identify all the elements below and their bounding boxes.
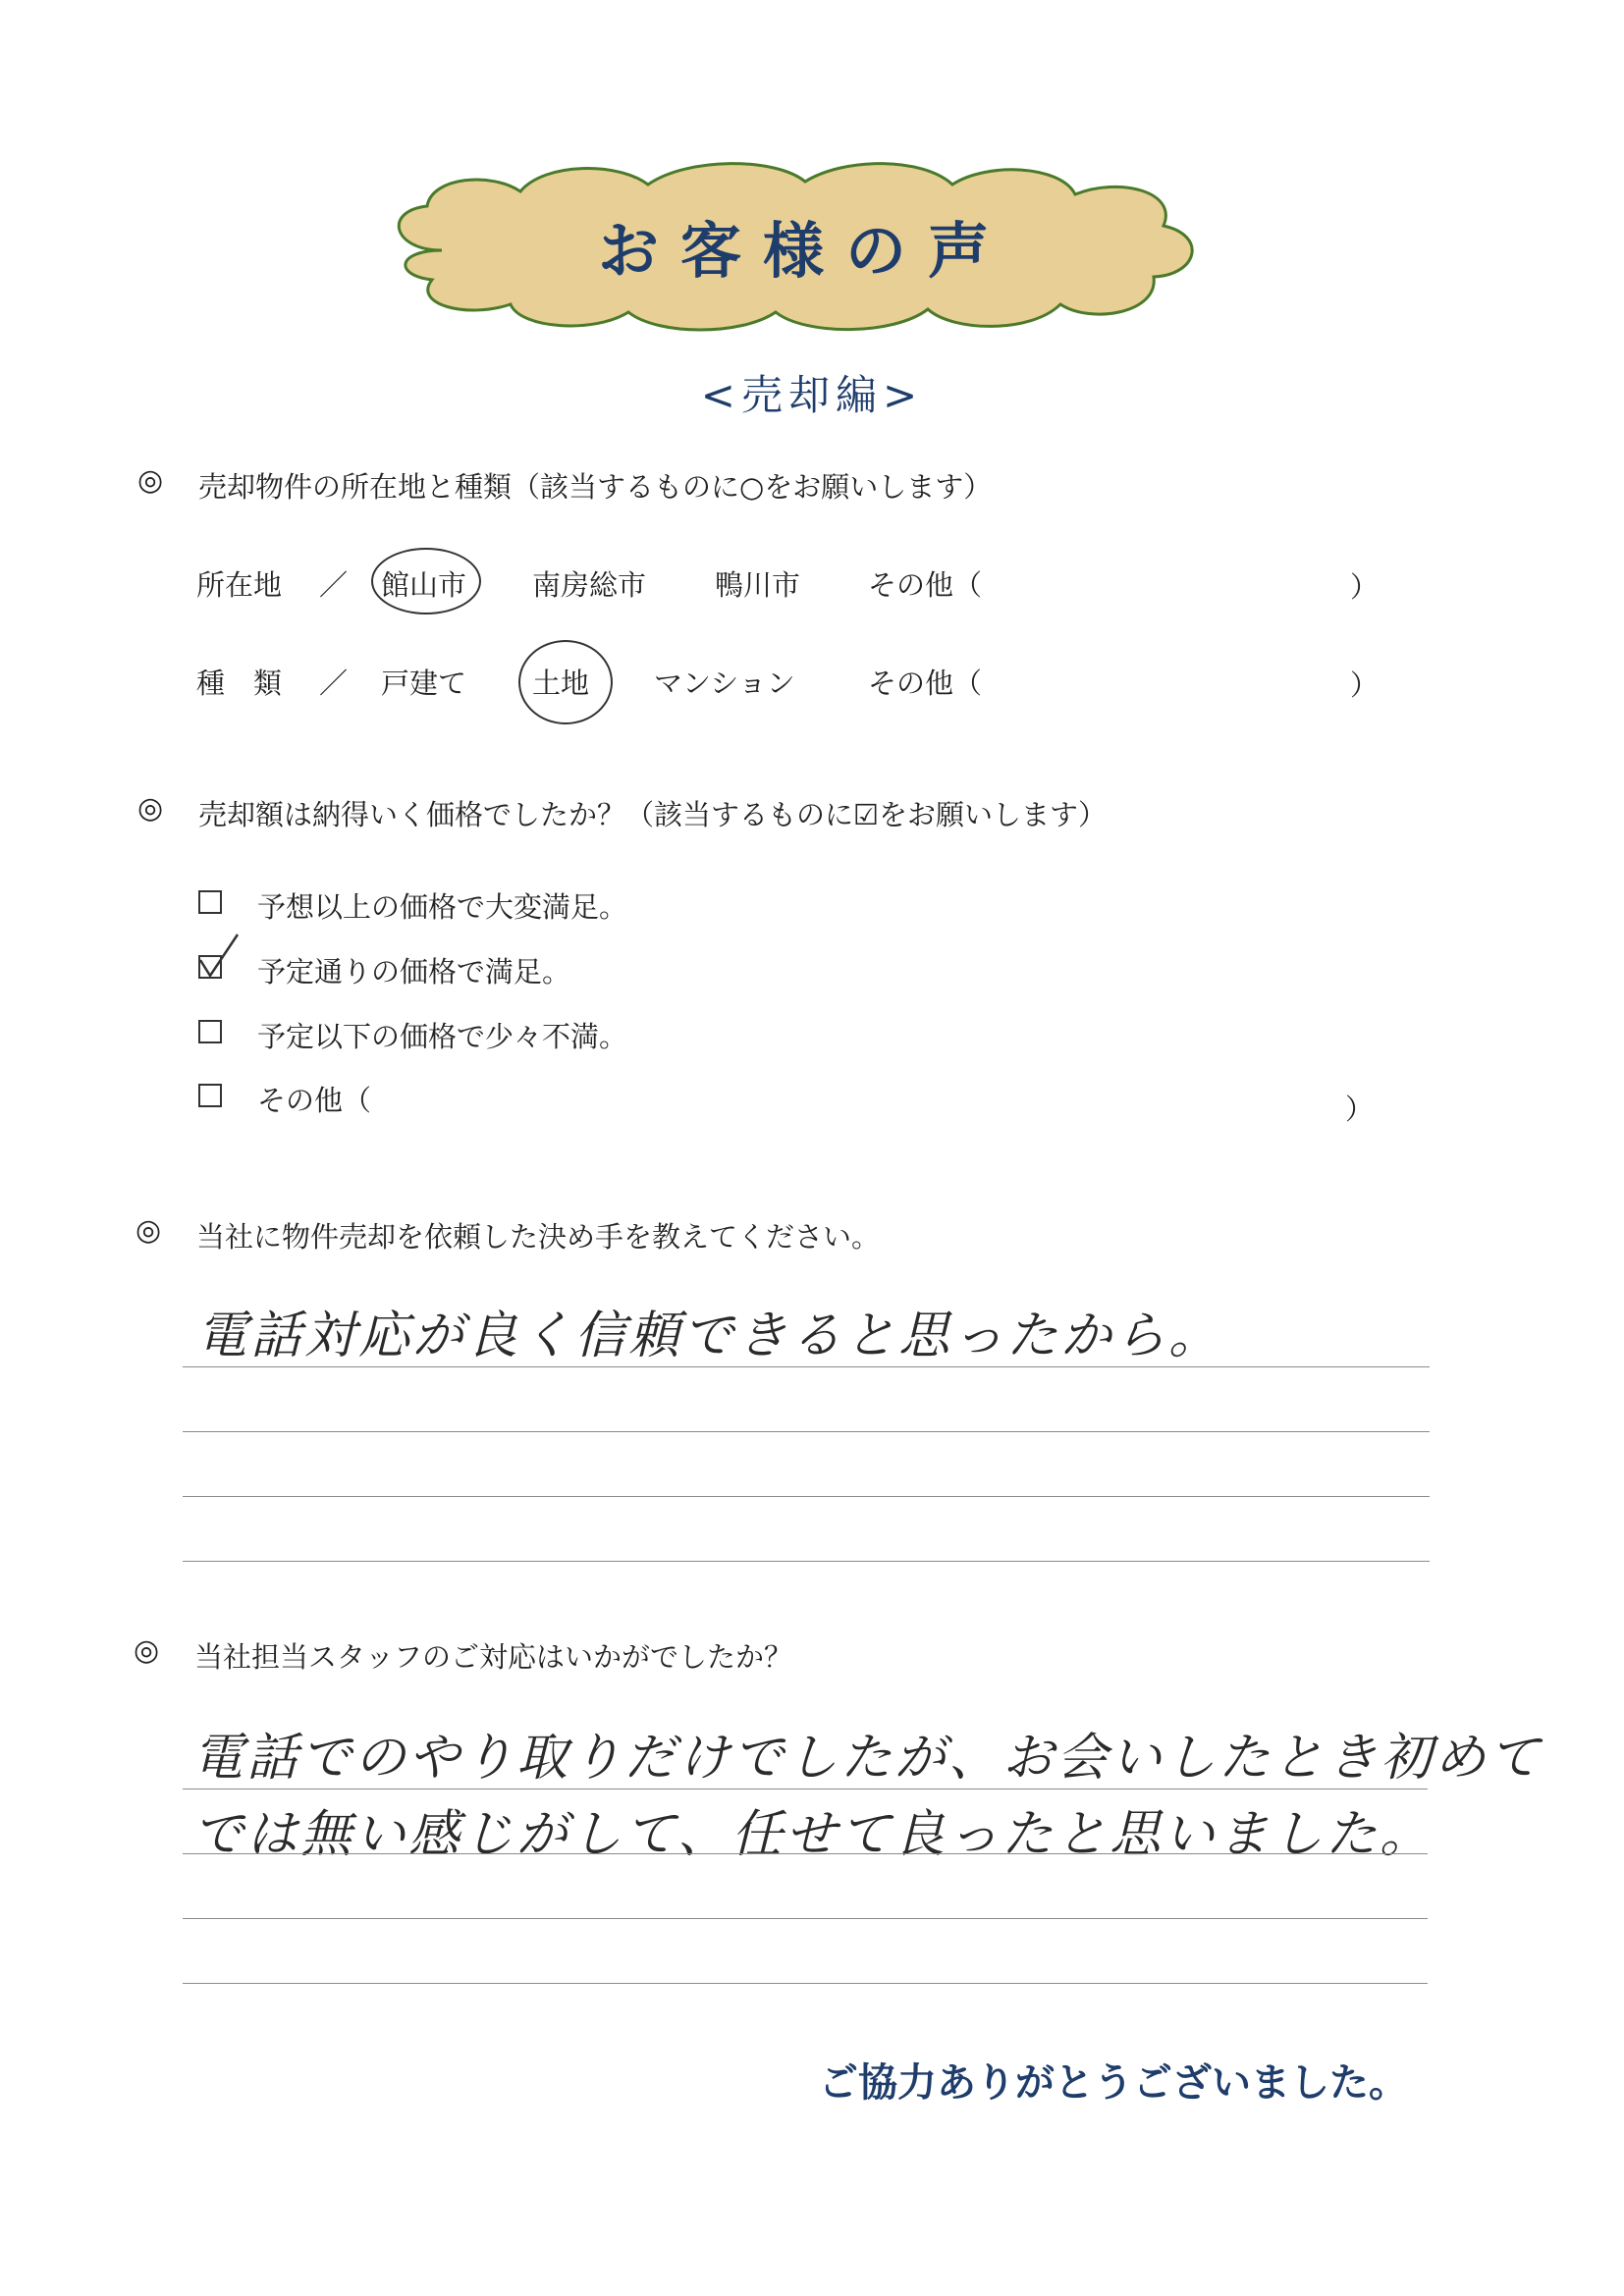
answer-rule bbox=[183, 1366, 1430, 1367]
option-above-expected: 予想以上の価格で大変満足。 bbox=[257, 890, 628, 924]
subtitle: <売却編> bbox=[700, 371, 924, 419]
section1-question: 売却物件の所在地と種類（該当するものに○をお願いします） bbox=[198, 470, 993, 504]
section3-question: 当社に物件売却を依頼した決め手を教えてください。 bbox=[196, 1220, 881, 1254]
check-mark-icon bbox=[194, 931, 242, 982]
location-label: 所在地 bbox=[196, 568, 283, 602]
section4-bullet: ◎ bbox=[134, 1633, 160, 1668]
section3-bullet: ◎ bbox=[135, 1213, 162, 1248]
section2-bullet: ◎ bbox=[137, 791, 164, 826]
answer-rule bbox=[183, 1431, 1430, 1432]
option-as-expected: 予定通りの価格で満足。 bbox=[257, 955, 571, 988]
title-banner bbox=[373, 157, 1218, 334]
type-other-close: ） bbox=[1350, 668, 1380, 702]
type-slash: ／ bbox=[319, 667, 349, 700]
answer-rule bbox=[183, 1918, 1428, 1919]
checkbox-below-expected[interactable] bbox=[198, 1020, 222, 1043]
thanks-message: ご協力ありがとうございました。 bbox=[819, 2060, 1408, 2106]
section3-answer-line-1: 電話対応が良く信頼できると思ったから。 bbox=[196, 1307, 1223, 1365]
answer-rule bbox=[183, 1983, 1428, 1984]
checkbox-above-expected[interactable] bbox=[198, 890, 222, 914]
location-other-close: ） bbox=[1350, 570, 1380, 604]
section4-answer-line-1: 電話でのやり取りだけでしたが、お会いしたとき初めて bbox=[192, 1729, 1543, 1788]
checkbox-other[interactable] bbox=[198, 1084, 222, 1107]
section4-answer-line-2: では無い感じがして、任せて良ったと思いました。 bbox=[192, 1805, 1434, 1864]
option-below-expected: 予定以下の価格で少々不満。 bbox=[257, 1020, 628, 1053]
type-label: 種 類 bbox=[196, 667, 283, 700]
location-option-kamogawa[interactable]: 鴨川市 bbox=[715, 568, 801, 602]
type-option-other[interactable]: その他（ bbox=[868, 667, 983, 700]
type-option-land[interactable]: 土地 bbox=[532, 667, 590, 700]
option-other: その他（ bbox=[257, 1084, 372, 1117]
type-option-mansion[interactable]: マンション bbox=[654, 667, 795, 700]
location-option-minamiboso[interactable]: 南房総市 bbox=[532, 568, 647, 602]
answer-rule bbox=[183, 1853, 1428, 1854]
option-other-close: ） bbox=[1345, 1093, 1375, 1126]
location-slash: ／ bbox=[319, 568, 349, 602]
location-option-tateyama[interactable]: 館山市 bbox=[381, 568, 467, 602]
section2-question: 売却額は納得いく価格でしたか？（該当するものに☑をお願いします） bbox=[198, 798, 1107, 831]
section4-question: 当社担当スタッフのご対応はいかがでしたか？ bbox=[194, 1640, 793, 1674]
section1-bullet: ◎ bbox=[137, 463, 164, 498]
answer-rule bbox=[183, 1561, 1430, 1562]
page-title: お客様の声 bbox=[597, 214, 1010, 287]
answer-rule bbox=[183, 1496, 1430, 1497]
type-option-house[interactable]: 戸建て bbox=[381, 667, 467, 700]
location-option-other[interactable]: その他（ bbox=[868, 568, 983, 602]
